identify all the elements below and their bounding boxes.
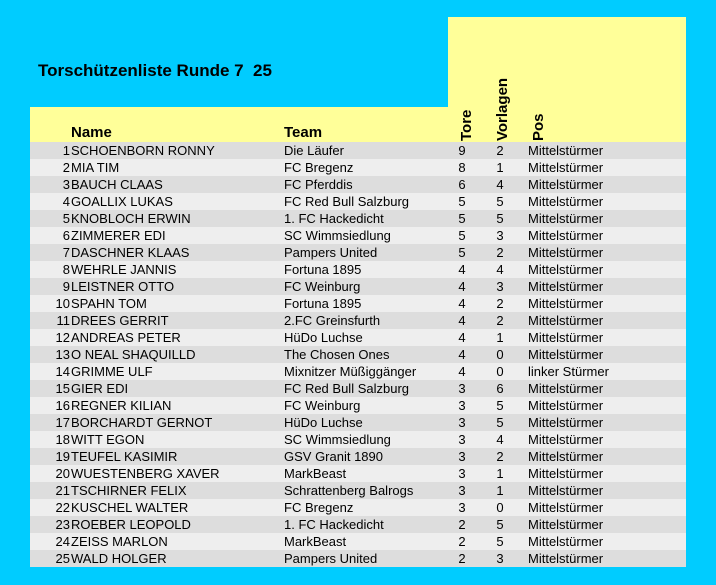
player-name-cell: KUSCHEL WALTER: [71, 500, 189, 515]
assists-cell: 5: [496, 211, 504, 226]
table-row: [30, 142, 686, 159]
team-cell: FC Bregenz: [284, 160, 354, 175]
team-cell: Fortuna 1895: [284, 296, 362, 311]
assists-cell: 5: [496, 415, 504, 430]
player-name-cell: TSCHIRNER FELIX: [71, 483, 187, 498]
goals-cell: 3: [458, 381, 466, 396]
position-cell: Mittelstürmer: [528, 296, 604, 311]
team-cell: The Chosen Ones: [284, 347, 390, 362]
table-row: [30, 159, 686, 176]
rank-cell: 3: [62, 177, 70, 192]
goals-cell: 4: [458, 364, 466, 379]
table-row: [30, 431, 686, 448]
rank-cell: 11: [56, 313, 70, 328]
team-cell: 1. FC Hackedicht: [284, 211, 384, 226]
rank-cell: 15: [55, 381, 70, 396]
table-row: [30, 295, 686, 312]
table-row: [30, 278, 686, 295]
rank-cell: 9: [62, 279, 70, 294]
table-row: [30, 346, 686, 363]
rank-cell: 6: [62, 228, 70, 243]
table-row: [30, 227, 686, 244]
position-cell: Mittelstürmer: [528, 398, 604, 413]
goals-cell: 3: [458, 415, 466, 430]
column-header-vorlagen: Vorlagen: [494, 77, 511, 141]
player-name-cell: WEHRLE JANNIS: [71, 262, 177, 277]
assists-cell: 2: [496, 245, 504, 260]
team-cell: SC Wimmsiedlung: [284, 432, 391, 447]
player-name-cell: ROEBER LEOPOLD: [71, 517, 191, 532]
table-row: [30, 482, 686, 499]
player-name-cell: LEISTNER OTTO: [71, 279, 175, 294]
position-cell: Mittelstürmer: [528, 517, 604, 532]
table-row: [30, 550, 686, 567]
assists-cell: 3: [496, 279, 504, 294]
team-cell: MarkBeast: [284, 466, 347, 481]
position-cell: Mittelstürmer: [528, 228, 604, 243]
goals-cell: 4: [458, 279, 466, 294]
rank-cell: 5: [62, 211, 70, 226]
position-cell: Mittelstürmer: [528, 500, 604, 515]
player-name-cell: KNOBLOCH ERWIN: [71, 211, 191, 226]
goals-cell: 5: [458, 245, 466, 260]
position-cell: Mittelstürmer: [528, 313, 604, 328]
goals-cell: 4: [458, 296, 466, 311]
goals-cell: 4: [458, 262, 466, 277]
rank-cell: 24: [55, 534, 70, 549]
goals-cell: 3: [458, 449, 466, 464]
team-cell: HüDo Luchse: [284, 415, 363, 430]
position-cell: Mittelstürmer: [528, 211, 604, 226]
assists-cell: 1: [496, 466, 504, 481]
rank-cell: 25: [55, 551, 70, 566]
team-cell: 1. FC Hackedicht: [284, 517, 384, 532]
team-cell: FC Red Bull Salzburg: [284, 194, 409, 209]
assists-cell: 6: [496, 381, 504, 396]
team-cell: 2.FC Greinsfurth: [284, 313, 381, 328]
table-row: [30, 261, 686, 278]
position-cell: Mittelstürmer: [528, 262, 604, 277]
rank-cell: 22: [55, 500, 70, 515]
assists-cell: 5: [496, 398, 504, 413]
rank-cell: 19: [55, 449, 70, 464]
goals-cell: 4: [458, 330, 466, 345]
player-name-cell: ZEISS MARLON: [71, 534, 168, 549]
position-cell: Mittelstürmer: [528, 177, 604, 192]
table-row: [30, 176, 686, 193]
rank-cell: 2: [62, 160, 70, 175]
team-cell: Mixnitzer Müßiggänger: [284, 364, 417, 379]
rank-cell: 13: [55, 347, 70, 362]
player-name-cell: DASCHNER KLAAS: [71, 245, 190, 260]
player-name-cell: GIER EDI: [71, 381, 129, 396]
position-cell: Mittelstürmer: [528, 551, 604, 566]
player-name-cell: BAUCH CLAAS: [71, 177, 163, 192]
table-row: [30, 193, 686, 210]
column-header-pos: Pos: [530, 113, 547, 141]
goals-cell: 2: [458, 551, 466, 566]
position-cell: Mittelstürmer: [528, 194, 604, 209]
rank-cell: 20: [55, 466, 70, 481]
column-header-team: Team: [284, 124, 323, 141]
column-header-tore: Tore: [458, 109, 475, 141]
team-cell: Pampers United: [284, 245, 378, 260]
player-name-cell: ZIMMERER EDI: [71, 228, 166, 243]
position-cell: Mittelstürmer: [528, 432, 604, 447]
assists-cell: 0: [496, 347, 504, 362]
player-name-cell: DREES GERRIT: [71, 313, 169, 328]
position-cell: Mittelstürmer: [528, 347, 604, 362]
player-name-cell: O NEAL SHAQUILLD: [71, 347, 196, 362]
team-cell: Schrattenberg Balrogs: [284, 483, 414, 498]
assists-cell: 1: [496, 330, 504, 345]
team-cell: FC Pferddis: [284, 177, 353, 192]
assists-cell: 3: [496, 551, 504, 566]
page-title: Torschützenliste Runde 7 25: [38, 61, 272, 80]
player-name-cell: GOALLIX LUKAS: [71, 194, 173, 209]
player-name-cell: WALD HOLGER: [71, 551, 167, 566]
assists-cell: 5: [496, 534, 504, 549]
position-cell: Mittelstürmer: [528, 466, 604, 481]
rank-cell: 1: [62, 143, 70, 158]
assists-cell: 1: [496, 160, 504, 175]
team-cell: SC Wimmsiedlung: [284, 228, 391, 243]
assists-cell: 4: [496, 262, 504, 277]
goals-cell: 9: [458, 143, 466, 158]
table-row: [30, 516, 686, 533]
assists-cell: 4: [496, 177, 504, 192]
goals-cell: 3: [458, 466, 466, 481]
rank-cell: 16: [55, 398, 70, 413]
team-cell: FC Weinburg: [284, 398, 361, 413]
team-cell: Die Läufer: [284, 143, 344, 158]
team-cell: FC Bregenz: [284, 500, 354, 515]
goals-cell: 3: [458, 483, 466, 498]
player-name-cell: SCHOENBORN RONNY: [71, 143, 215, 158]
goals-cell: 5: [458, 228, 466, 243]
position-cell: Mittelstürmer: [528, 415, 604, 430]
rank-cell: 7: [62, 245, 70, 260]
table-row: [30, 465, 686, 482]
assists-cell: 3: [496, 228, 504, 243]
player-name-cell: WITT EGON: [71, 432, 145, 447]
scorer-table: [30, 142, 686, 567]
assists-cell: 4: [496, 432, 504, 447]
rank-cell: 4: [62, 194, 70, 209]
goals-cell: 6: [458, 177, 466, 192]
position-cell: Mittelstürmer: [528, 483, 604, 498]
rank-cell: 8: [62, 262, 70, 277]
table-row: [30, 414, 686, 431]
rank-cell: 17: [55, 415, 70, 430]
team-cell: FC Red Bull Salzburg: [284, 381, 409, 396]
team-cell: Pampers United: [284, 551, 378, 566]
team-cell: HüDo Luchse: [284, 330, 363, 345]
assists-cell: 2: [496, 143, 504, 158]
player-name-cell: BORCHARDT GERNOT: [71, 415, 213, 430]
goals-cell: 3: [458, 500, 466, 515]
table-row: [30, 210, 686, 227]
assists-cell: 2: [496, 296, 504, 311]
goals-cell: 2: [458, 517, 466, 532]
header-background-tall: [448, 17, 686, 142]
rank-cell: 14: [55, 364, 70, 379]
table-row: [30, 312, 686, 329]
player-name-cell: MIA TIM: [71, 160, 120, 175]
table-row: [30, 380, 686, 397]
goals-cell: 4: [458, 347, 466, 362]
assists-cell: 2: [496, 449, 504, 464]
team-cell: GSV Granit 1890: [284, 449, 383, 464]
goals-cell: 4: [458, 313, 466, 328]
position-cell: linker Stürmer: [528, 364, 609, 379]
table-row: [30, 533, 686, 550]
table-row: [30, 397, 686, 414]
position-cell: Mittelstürmer: [528, 534, 604, 549]
goals-cell: 8: [458, 160, 466, 175]
player-name-cell: TEUFEL KASIMIR: [71, 449, 178, 464]
goals-cell: 5: [458, 211, 466, 226]
goals-cell: 5: [458, 194, 466, 209]
assists-cell: 0: [496, 364, 504, 379]
player-name-cell: WUESTENBERG XAVER: [71, 466, 220, 481]
table-row: [30, 244, 686, 261]
position-cell: Mittelstürmer: [528, 245, 604, 260]
team-cell: Fortuna 1895: [284, 262, 362, 277]
rank-cell: 23: [55, 517, 70, 532]
table-row: [30, 329, 686, 346]
assists-cell: 1: [496, 483, 504, 498]
position-cell: Mittelstürmer: [528, 279, 604, 294]
rank-cell: 18: [55, 432, 70, 447]
player-name-cell: SPAHN TOM: [71, 296, 147, 311]
rank-cell: 21: [55, 483, 70, 498]
table-row: [30, 448, 686, 465]
position-cell: Mittelstürmer: [528, 143, 604, 158]
rank-cell: 12: [55, 330, 70, 345]
assists-cell: 5: [496, 517, 504, 532]
goals-cell: 3: [458, 398, 466, 413]
table-row: [30, 363, 686, 380]
position-cell: Mittelstürmer: [528, 330, 604, 345]
assists-cell: 2: [496, 313, 504, 328]
team-cell: FC Weinburg: [284, 279, 361, 294]
player-name-cell: ANDREAS PETER: [71, 330, 181, 345]
column-header-name: Name: [71, 124, 112, 141]
assists-cell: 5: [496, 194, 504, 209]
position-cell: Mittelstürmer: [528, 381, 604, 396]
position-cell: Mittelstürmer: [528, 160, 604, 175]
table-row: [30, 499, 686, 516]
goals-cell: 2: [458, 534, 466, 549]
position-cell: Mittelstürmer: [528, 449, 604, 464]
player-name-cell: GRIMME ULF: [71, 364, 153, 379]
goals-cell: 3: [458, 432, 466, 447]
team-cell: MarkBeast: [284, 534, 347, 549]
assists-cell: 0: [496, 500, 504, 515]
player-name-cell: REGNER KILIAN: [71, 398, 172, 413]
rank-cell: 10: [55, 296, 70, 311]
